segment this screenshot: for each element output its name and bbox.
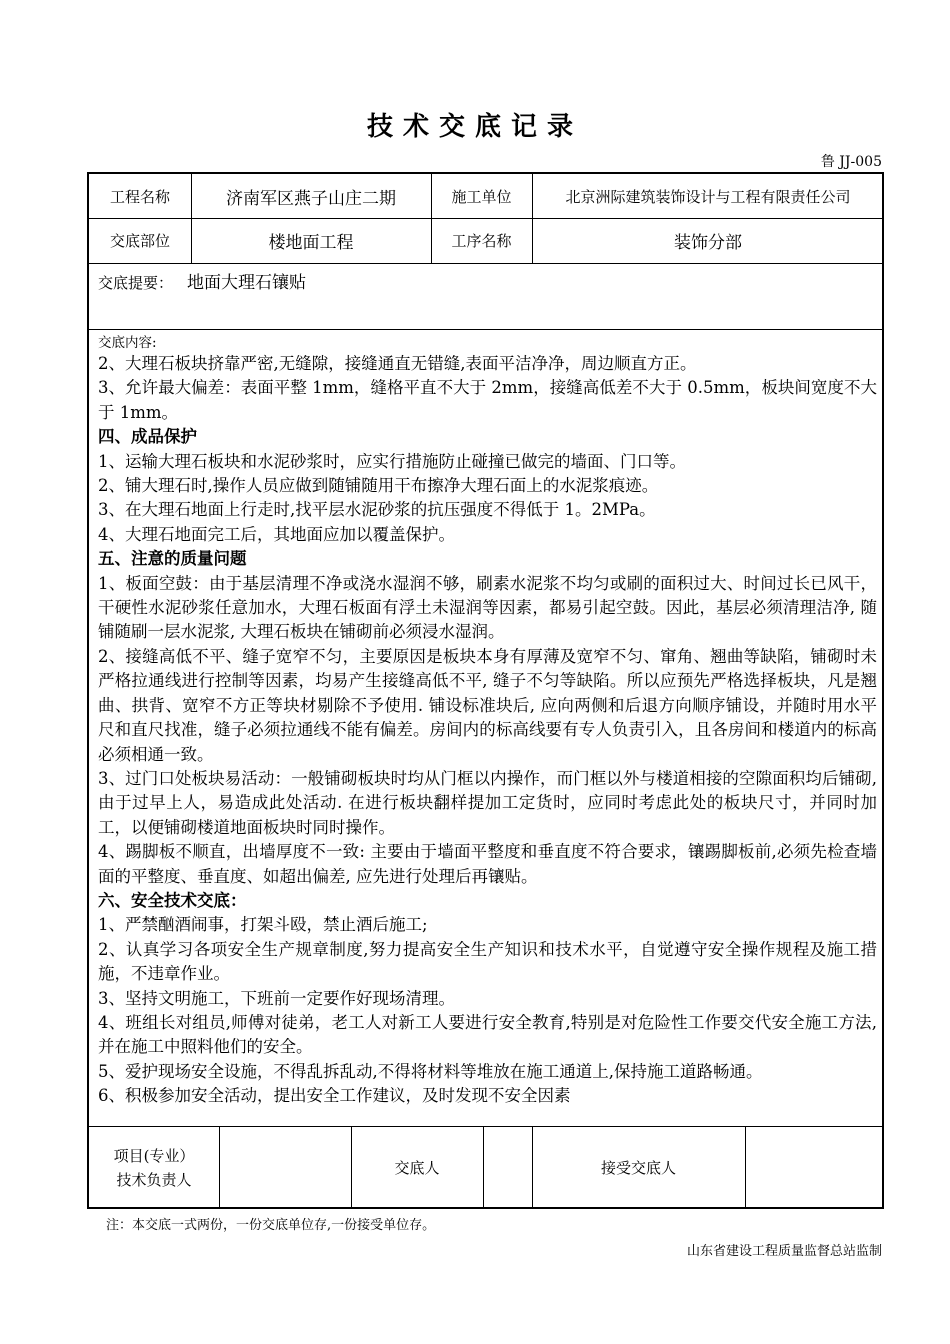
- summary-label: 交底提要：: [98, 274, 174, 292]
- tech-lead-label: [89, 1126, 219, 1209]
- form-title: 技术交底记录: [366, 112, 583, 142]
- project-name-label: 工程名称: [109, 187, 170, 206]
- project-name-value: 济南军区燕子山庄二期: [226, 188, 396, 209]
- row-divider: [89, 329, 882, 330]
- content-item: 4、班组长对组员,师傅对徒弟，老工人对新工人要进行安全教育,特别是对危险性工作要交代安全施工方法,并在施工中照料他们的安全。: [98, 1012, 877, 1057]
- content-item: 3、过门口处板块易活动：一般铺砌板块时均从门框以内操作，而门框以外与楼道相接的空隙面积均后铺砌, 由于过早上人，易造成此处活动. 在进行板块翻样提加工定货时，应同时考虑此处的板块尺寸，并同时加工，以便铺砌楼道地面板块时同时操作。: [98, 768, 877, 837]
- content-item: 2、认真学习各项安全生产规章制度,努力提高安全生产知识和技术水平，自觉遵守安全操作规程及施工措施，不违章作业。: [98, 939, 877, 984]
- tech-lead-label-line1: 项目(专业）: [113, 1146, 195, 1165]
- footnote: 注：本交底一式两份，一份交底单位存,一份接受单位存。: [106, 1218, 436, 1233]
- disclosure-form: [87, 172, 884, 1209]
- content-item: 3、在大理石地面上行走时,找平层水泥砂浆的抗压强度不得低于 1。2MPa。: [98, 500, 656, 520]
- form-code: 鲁 JJ-005: [820, 154, 882, 170]
- disclosure-part-value: 楼地面工程: [268, 233, 354, 253]
- discloser-label: 交底人: [394, 1159, 440, 1177]
- content-item: 1、板面空鼓：由于基层清理不净或浇水湿润不够，刷素水泥浆不均匀或刷的面积过大、时间过长已风干，干硬性水泥砂浆任意加水，大理石板面有浮土未湿润等因素，都易引起空鼓。因此，基层必须清理洁净, 随铺随刷一层水泥浆, 大理石板块在铺砌前必须浸水湿润。: [98, 573, 877, 642]
- tech-lead-signature[interactable]: [219, 1126, 351, 1209]
- disclosure-summary: [98, 268, 306, 293]
- tech-lead-label-line2: 技术负责人: [116, 1170, 192, 1189]
- receiver-label: 接受交底人: [600, 1159, 676, 1177]
- supervisor-credit: 山东省建设工程质量监督总站监制: [686, 1244, 882, 1259]
- content-lines: [98, 352, 877, 1109]
- contractor-label: 施工单位: [451, 187, 512, 206]
- row-divider: [89, 263, 882, 264]
- section-heading: 六、安全技术交底：: [98, 890, 247, 910]
- summary-value: 地面大理石镶贴: [187, 273, 307, 293]
- content-item: 4、踢脚板不顺直，出墙厚度不一致: 主要由于墙面平整度和垂直度不符合要求，镶踢脚板前,必须先检查墙面的平整度、垂直度、如超出偏差, 应先进行处理后再镶贴。: [98, 842, 877, 886]
- contractor-value: 北京洲际建筑装饰设计与工程有限责任公司: [565, 187, 851, 206]
- content-item: 4、大理石地面完工后，其地面应加以覆盖保护。: [98, 524, 455, 544]
- section-heading: 四、成品保护: [98, 427, 197, 447]
- content-item: 1、运输大理石板块和水泥砂浆时，应实行措施防止碰撞已做完的墙面、门口等。: [98, 451, 686, 471]
- content-item: 3、允许最大偏差：表面平整 1mm，缝格平直不大于 2mm，接缝高低差不大于 0.5mm，板块间宽度不大于 1mm。: [98, 378, 877, 422]
- content-item: 5、爱护现场安全设施，不得乱拆乱动,不得将材料等堆放在施工通道上,保持施工道路畅通。: [98, 1061, 763, 1081]
- content-item: 2、接缝高低不平、缝子宽窄不匀，主要原因是板块本身有厚薄及宽窄不匀、窜角、翘曲等缺陷，铺砌时未严格拉通线进行控制等因素，均易产生接缝高低不平, 缝子不匀等缺陷。所以应预先严格选择板块，凡是翘曲、拱背、宽窄不方正等块材剔除不予使用. 铺设标准块后, 应向两侧和后退方向顺序铺设，并随时用水平尺和直尺找准，缝子必须拉通线不能有偏差。房间内的标高线要有专人负责引入，且各房间和楼道内的标高必须相通一致。: [98, 646, 877, 764]
- section-heading: 五、注意的质量问题: [98, 549, 247, 569]
- content-item: 2、大理石板块挤靠严密,无缝隙，接缝通直无错缝,表面平洁净净，周边顺直方正。: [98, 354, 697, 373]
- content-item: 1、严禁酗酒闹事，打架斗殴，禁止酒后施工;: [98, 915, 428, 935]
- disclosure-content: [98, 334, 877, 1109]
- content-item: 6、积极参加安全活动，提出安全工作建议，及时发现不安全因素: [98, 1086, 571, 1106]
- content-item: 3、坚持文明施工，下班前一定要作好现场清理。: [98, 988, 455, 1008]
- disclosure-part-label: 交底部位: [109, 232, 170, 250]
- content-item: 2、铺大理石时,操作人员应做到随铺随用干布擦净大理石面上的水泥浆痕迹。: [98, 476, 659, 496]
- receiver-signature[interactable]: [745, 1126, 884, 1209]
- process-name-label: 工序名称: [451, 232, 512, 250]
- process-name-value: 装饰分部: [674, 233, 742, 253]
- content-header: 交底内容:: [98, 335, 157, 351]
- discloser-signature[interactable]: [483, 1126, 532, 1209]
